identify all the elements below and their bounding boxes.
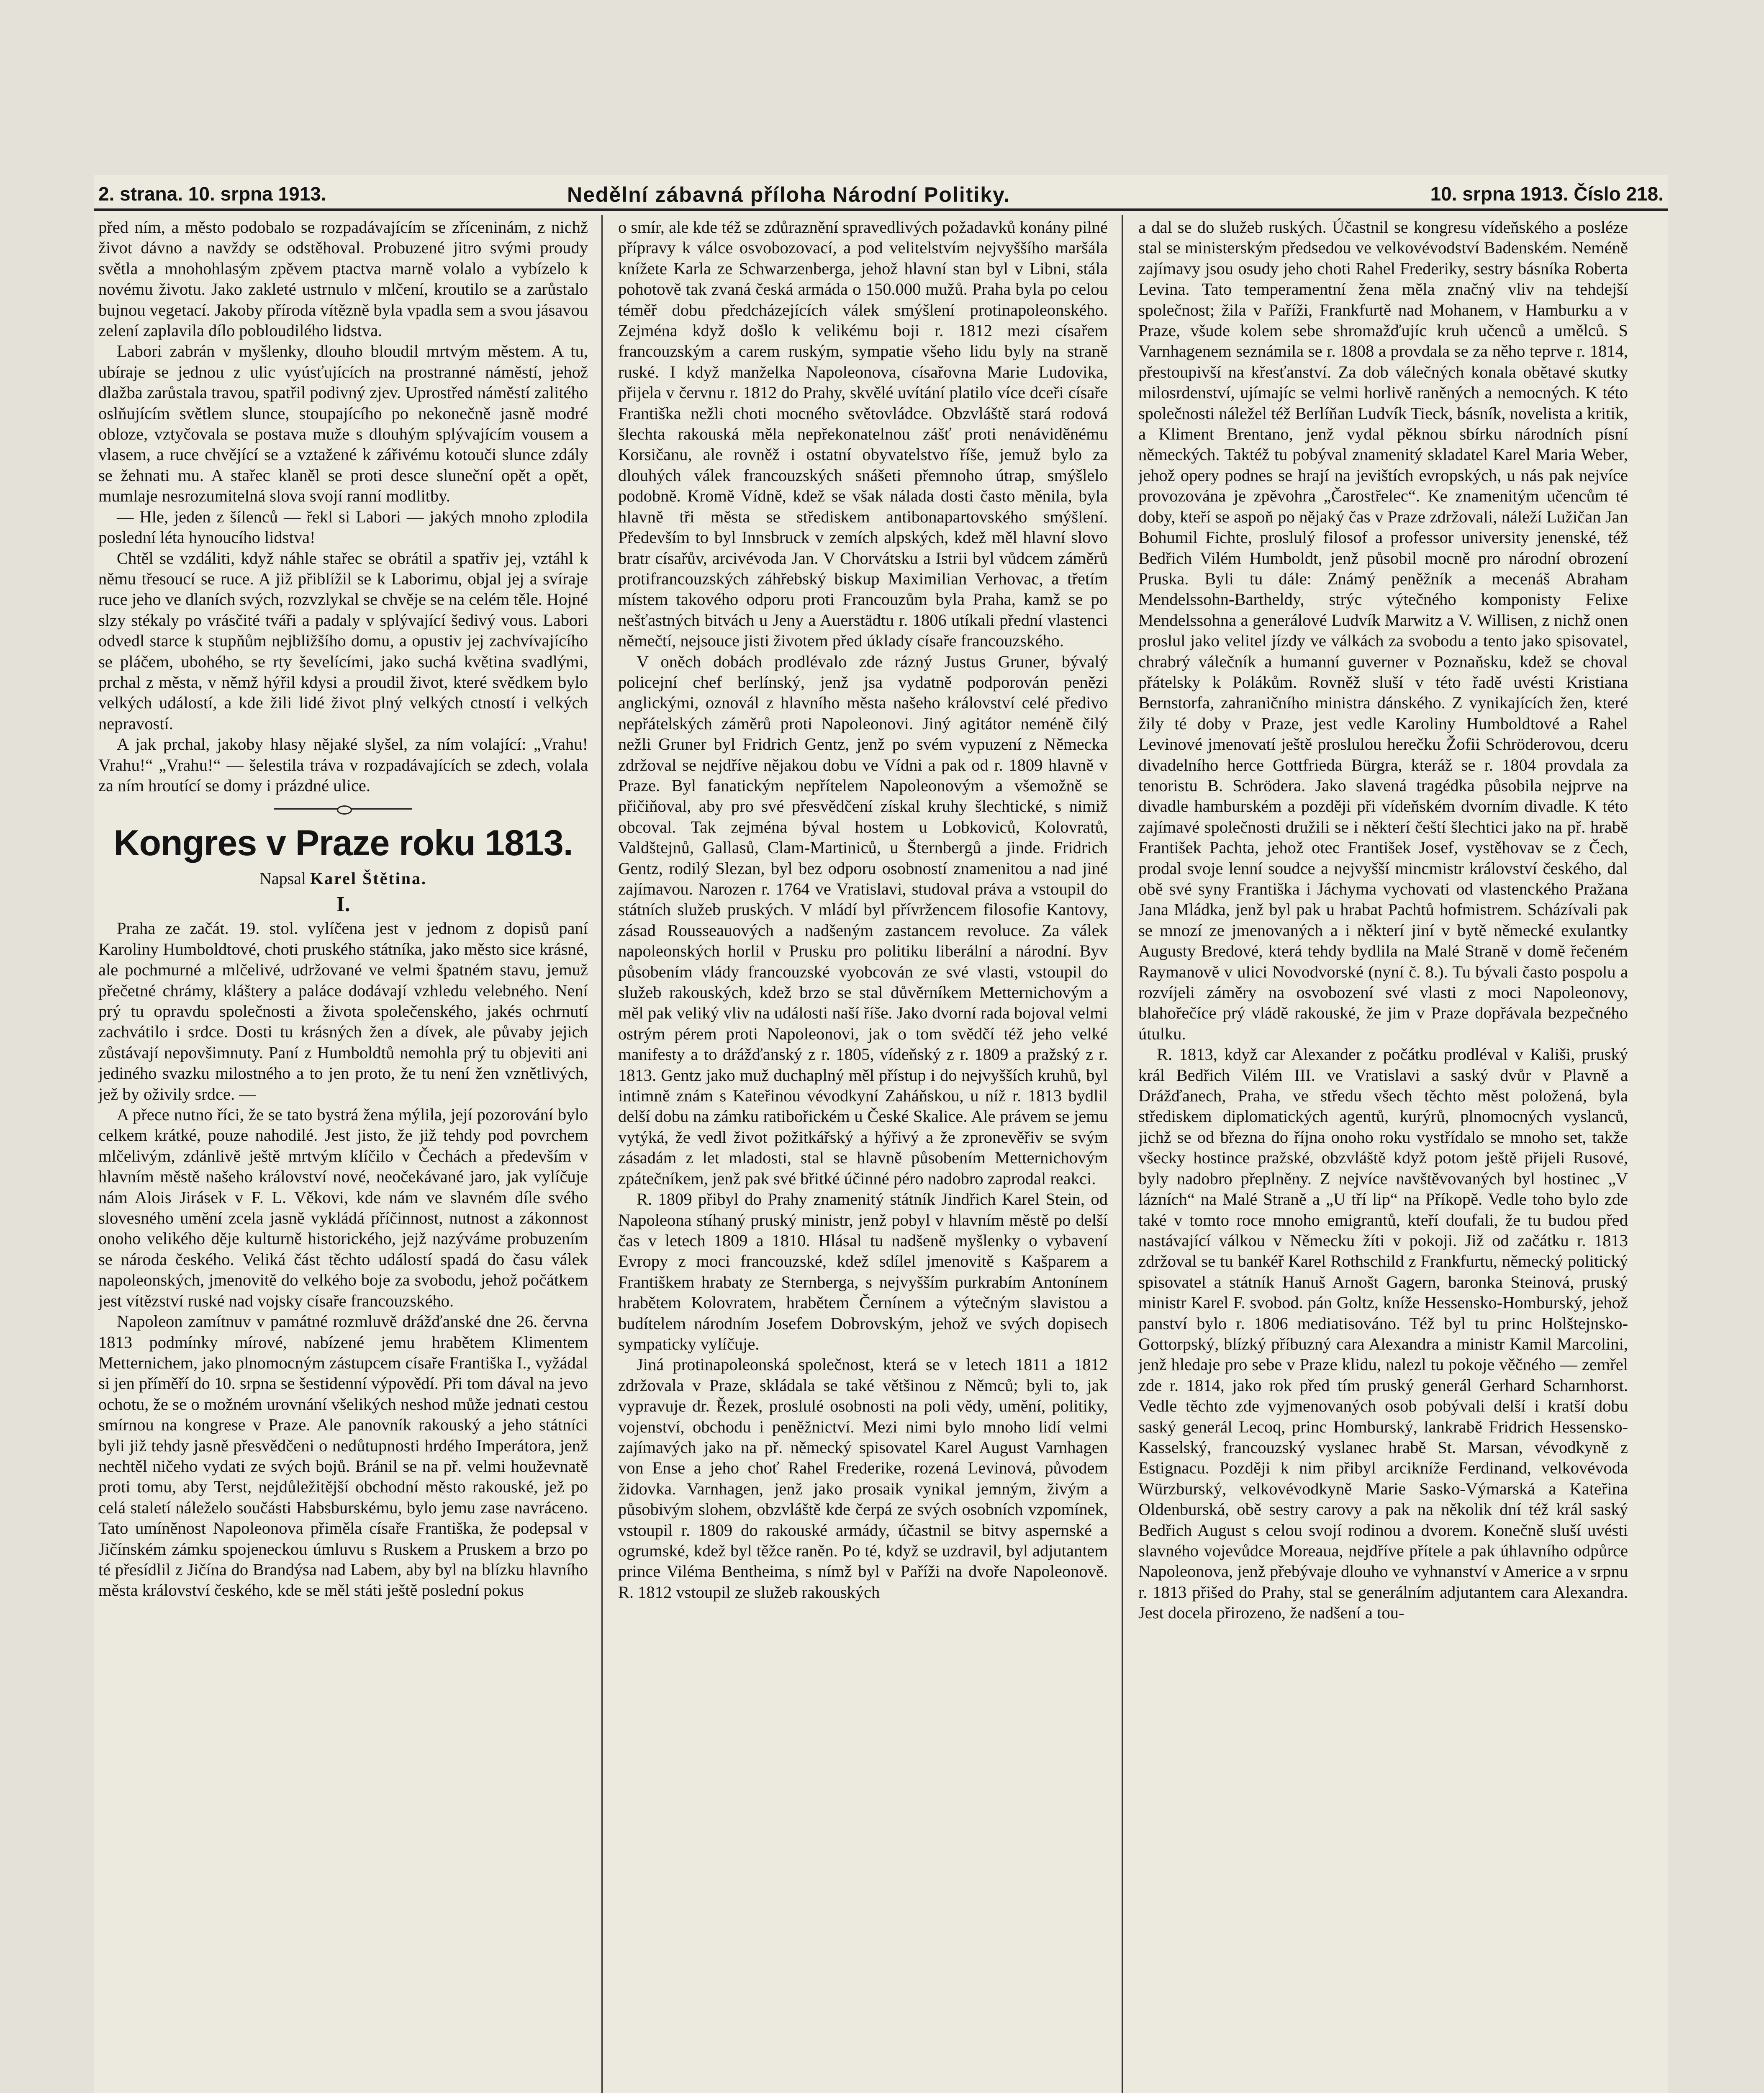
- story-paragraph: před ním, a město podobalo se rozpadávajícím se zříceninám, z nichž život dávno a navždy se odstěhoval. Probuzené jitro svými proudy světla a mnohohlasým zpěvem ptactva marně volalo a vybízelo k novému životu. Jako zakleté ustrnulo v mlčení, kroutilo se a zarůstalo bujnou vegetací. Jakoby příroda vítězně byla vpadla sem a svou jásavou zelení zaplavila dílo pobloudilého lidstva.: [98, 218, 588, 340]
- article-paragraph: Napoleon zamítnuv v památné rozmluvě drážďanské dne 26. června 1813 podmínky mírové, nabízené jemu hrabětem Klimentem Metternichem, jako plnomocným zástupcem císaře Františka I., vyžádal si jen příměří do 10. srpna se šestidenní výpovědí. Při tom dával na jevo ochotu, že se o možném urovnání všelikých neshod může jednati cestou smírnou na kongrese v Praze. Ale panovník rakouský a jeho státníci byli již tehdy jasně přesvědčeni o nedůtupnosti hrdého Imperátora, jenž nechtěl ničeho vydati ze svých bojů. Bránil se na př. velmi houževnatě proti tomu, aby Terst, nejdůležitější obchodní město rakouské, jež po celá staletí náleželo součásti Habsburskému, bylo jemu zase navráceno. Tato umíněnost Napoleonova přiměla císaře Františka, že podepsal v Jičínském zámku spojeneckou úmluvu s Ruskem a Pruskem a brzo po té přesídlil z Jičína do Brandýsa nad Labem, aby byl na blízku hlavního města království českého, kde se měl státi ještě poslední pokus: [98, 1312, 588, 1600]
- section-number: I.: [336, 892, 350, 917]
- article-title: Kongres v Praze roku 1813.: [113, 823, 573, 864]
- article-paragraph: R. 1813, když car Alexander z počátku prodléval v Kališi, pruský král Bedřich Vilém III. ve Vratislavi a saský dvůr v Plavně a Drážďanech, Praha, ve středu všech těchto měst položená, byla střediskem diplomatických agentů, kurýrů, plnomocných vyslanců, jichž se od března do října onoho roku vystřídalo se mnoho set, takže všecky hostince pražské, obzvláště když potom ještě přijeli Rusové, byly nadobro přeplněny. Z nejvíce navštěvovaných byl hostinec „V lázních“ na Malé Straně a „U tří lip“ na Příkopě. Vedle toho bylo zde také v tomto roce mnoho emigrantů, kteří doufali, že tu budou před nastávající válkou v Německu žíti v pokoji. Již od začátku r. 1813 zdržoval se tu bankéř Karel Rothschild z Frankfurtu, německý politický spisovatel a státník Hanuš Arnošt Gagern, baronka Steinová, pruský ministr Karel F. svobod. pán Goltz, kníže Hessensko-Homburský, jehož panství bylo r. 1806 mediatisováno. Též byl tu princ Holštejnsko-Gottorpský, blízký příbuzný cara Alexandra a ministr Kamil Marcolini, jenž hledaje pro sebe v Praze klidu, nalezl tu pokoje věčného — zemřel zde r. 1814, jako rok před tím pruský generál Gerhard Scharnhorst. Vedle těchto zde vyjmenovaných osob pobývali delší i kratší dobu saský generál Lecoq, princ Homburský, lankrabě Fridrich Hessensko-Kasselský, francouzský vyslanec hrabě St. Marsan, vévodkyně z Estignacu. Později k nim přibyl arcikníže Ferdinand, velkovévoda Würzburský, velkovévodkyně Marie Sasko-Výmarská a Kateřina Oldenburská, obě sestry carovy a pak na několik dní též král saský Bedřich August s celou svojí rodinou a dvorem. Konečně sluší uvésti slavného vojevůdce Moreaua, nejdříve přítele a pak úhlavního odpůrce Napoleonova, jenž přebývaje dlouho ve vyhnanství v Americe a v srpnu r. 1813 přišed do Prahy, stal se generálním adjutantem cara Alexandra. Jest docela přirozeno, že nadšení a tou-: [1138, 1045, 1628, 1622]
- column-3: [1138, 217, 1628, 2093]
- article-paragraph: V oněch dobách prodlévalo zde rázný Justus Gruner, bývalý policejní chef berlínský, jenž jsa vydatně podporován penězi anglickými, oznovál z hlavního města našeho království celé předivo nepřátelských záměrů proti Napoleonovi. Jiný agitátor neméně čilý nežli Gruner byl Fridrich Gentz, jenž po svém vypuzení z Německa zdržoval se nejdříve nějakou dobu ve Vídni a pak od r. 1809 hlavně v Praze. Byl fanatickým nepřítelem Napoleonovým a všemožně se přičiňoval, aby pro své přesvědčení získal kruhy šlechtické, s nimiž obcoval. Tak zejména býval hostem u Lobkoviců, Kolovratů, Valdštejnů, Gallasů, Clam-Martiniců, u Šternbergů a jinde. Fridrich Gentz, rodilý Slezan, byl bez odporu osobností znamenitou a nad jiné zajímavou. Narozen r. 1764 ve Vratislavi, studoval práva a vstoupil do státních služeb pruských. V mládí byl přívržencem filosofie Kantovy, zásad Rousseauových a nadšeným zastancem revoluce. Za válek napoleonských horlil v Prusku pro politiku liberální a národní. Byv působením vlády francouzské vyobcován ze své vlasti, vstoupil do služeb rakouských, kdež brzo se stal důvěrníkem Metternichovým a měl pak veliký vliv na události naší říše. Jako dvorní rada bojoval velmi ostrým pérem proti Napoleonovi, jak o tom svědčí též jeho velké manifesty a to drážďanský z r. 1805, vídeňský z r. 1809 a pražský z r. 1813. Gentz jako muž duchaplný měl přístup i do nejvyšších kruhů, byl intimně znám s Kateřinou vévodkyní Zaháňskou, u níž r. 1813 bydlil delší dobu na zámku ratibořickém u České Skalice. Ale právem se jemu vytýká, že vedl život požitkářský a hýřivý a že zpronevěřiv se svým zásadám z let mladosti, stal se hlavně působením Metternichovým zpátečníkem, jenž pak své břitké účinné péro nadobro zaprodal reakci.: [618, 652, 1108, 1188]
- column-2: [618, 217, 1108, 2093]
- story-paragraph: A jak prchal, jakoby hlasy nějaké slyšel, za ním volající: „Vrahu! Vrahu!“ „Vrahu!“ — šelestila tráva v rozpadávajících se zdech, volala za ním hroutící se domy i prázdné ulice.: [98, 735, 588, 795]
- byline: [98, 866, 588, 891]
- story-paragraph: — Hle, jeden z šílenců — řekl si Labori — jakých mnoho zplodila poslední léta hynoucího lidstva!: [98, 507, 588, 547]
- article-paragraph: Praha ze začát. 19. stol. vylíčena jest v jednom z dopisů paní Karoliny Humboldtové, choti pruského státníka, jako město sice krásné, ale pochmurné a mlčelivé, udržované ve velmi špatném stavu, jemuž přečetné chrámy, kláštery a paláce dodávají vzhledu velebného. Není prý tu opravdu společnosti a života společenského, jakés ochrnutí zachvátilo i srdce. Dosti tu krásných žen a dívek, ale půvaby jejich zůstávají nepovšimnuty. Paní z Humboldtů nemohla prý tu objeviti ani jediného svazku milostného a to jen proto, že tu není žen vznětlivých, jež by oživily srdce. —: [98, 919, 588, 1103]
- publication-title: Nedělní zábavná příloha Národní Politiky.: [567, 183, 1011, 206]
- byline-author: Karel Štětina.: [310, 869, 427, 888]
- column-rule: [1122, 215, 1123, 2093]
- page-number-date: 2. strana. 10. srpna 1913.: [98, 183, 326, 205]
- article-paragraph: o smír, ale kde též se zdůraznění spravedlivých požadavků konány pilné přípravy k válce osvobozovací, a pod velitelstvím nejvyššího maršála knížete Karla ze Schwarzenberga, jehož hlavní stan byl v Libni, stála pohotově tak zvaná česká armáda o 150.000 mužů. Praha byla po celou téměř dobu předcházejících válek smýšlení protinapoleonského. Zejména když došlo k velikému boji r. 1812 mezi císařem francouzským a carem ruským, sympatie všeho lidu byly na straně ruské. I když manželka Napoleonova, císařovna Marie Ludovika, přijela v červnu r. 1812 do Prahy, skvělé uvítání platilo více dceři císaře Františka nežli choti mocného světovládce. Obzvláště stará rodová šlechta rakouská měla nepřekonatelnou zášť proti nenáviděnému Korsičanu, ale rovněž i ostatní obyvatelstvo říše, jemuž bylo za dlouhých válek francouzských snášeti přemnoho útrap, smýšlelo podobně. Kromě Vídně, kdež se však nálada dosti často měnila, byla hlavně tři města se střediskem antibonapartovského smýšlení. Především to byl Innsbruck v zemích alpských, kdež měl hlavní slovo bratr císařův, arcivévoda Jan. V Chorvátsku a Istrii byl vůdcem záměrů protifrancouzských záhřebský biskup Maximilian Verhovac, a třetím místem takového odporu proti Francouzům byla Praha, kamž se po nešťastných bitvách u Jeny a Auerstädtu r. 1806 utíkali přední vlastenci němečtí, nejsouce jisti životem před úklady císaře francouzského.: [618, 218, 1108, 651]
- article-paragraph: A přece nutno říci, že se tato bystrá žena mýlila, její pozorování bylo celkem krátké, pouze nahodilé. Jest jisto, že již tehdy pod povrchem mlčelivým, zdánlivě ještě mrtvým klíčilo v Čechách a především v hlavním městě našeho království nové, neočekávané jaro, jak vylíčuje nám Alois Jirásek v F. L. Věkovi, kde nám ve slavném díle svého slovesného umění zcela jasně vykládá příčinnost, nutnost a zákonnost onoho velikého děje kulturně historického, jejž nazýváme probuzením se národa českého. Veliká část těchto událostí spadá do času válek napoleonských, jmenovitě do velkého boje za svobodu, jehož počátkem jest vítězství ruské nad vojsky císaře francouzského.: [98, 1105, 588, 1310]
- issue-date-number: 10. srpna 1913. Číslo 218.: [1430, 183, 1664, 205]
- article-paragraph: Jiná protinapoleonská společnost, která se v letech 1811 a 1812 zdržovala v Praze, skládala se také většinou z Němců; byli to, jak vypravuje dr. Řezek, proslulé osobnosti na poli vědy, umění, politiky, vojenství, obchodu i peněžnictví. Mezi nimi bylo mnoho lidí velmi zajímavých jako na př. německý spisovatel Karel August Varnhagen von Ense a jeho choť Rahel Frederike, rozená Levinová, původem židovka. Varnhagen, jenž jako prosaik vynikal jemným, živým a působivým slohem, obzvláště kde čerpá ze svých osobních vzpomínek, vstoupil r. 1809 do rakouské armády, účastnil se bitvy aspernské a ogrumské, kdež byl těžce raněn. Po té, když se uzdravil, byl adjutantem prince Viléma Bentheima, s nímž byl v Paříži na dvoře Napoleonově. R. 1812 vstoupil ze služeb rakouských: [618, 1355, 1108, 1602]
- ornamental-divider: [98, 800, 588, 818]
- story-paragraph: Chtěl se vzdáliti, když náhle stařec se obrátil a spatřiv jej, vztáhl k němu třesoucí se ruce. A již přiblížil se k Laborimu, objal jej a svíraje ruce jeho ve dlaních svých, rozvzlykal se chvěje se na celém těle. Hojné slzy stékaly po vrásčité tváři a padaly v splývající šedivý vous. Labori odvedl starce k stupňům nejbližšího domu, a opustiv jej zachvívajícího se pláčem, ubohého, se rty ševelícími, jako suchá květina svadlými, prchal z města, v němž hýřil kdysi a proudil život, které svědkem bylo velkých událostí, a kde žili lidé život plný velkých ctností i velkých nepravostí.: [98, 548, 588, 733]
- column-1: [98, 217, 588, 2093]
- byline-prefix: Napsal: [259, 869, 306, 888]
- story-paragraph: Labori zabrán v myšlenky, dlouho bloudil mrtvým městem. A tu, ubíraje se jednou z ulic vyúsťujících na prostranné náměstí, jehož dlažba zarůstala travou, spatřil podivný zjev. Uprostřed náměstí zalitého oslňujícím světlem slunce, stoupajícího po nekonečně jasně modré obloze, vztyčovala se postava muže s dlouhým splývajícím vousem a vlasem, a ruce chvějící se a vztažené k zářivému kotouči slunce zdály se žehnati mu. A stařec klaněl se proti desce sluneční opět a opět, mumlaje nesrozumitelná slova svojí ranní modlitby.: [98, 342, 588, 506]
- column-rule: [601, 215, 603, 2093]
- newspaper-page: [94, 175, 1668, 2093]
- article-paragraph: a dal se do služeb ruských. Účastnil se kongresu vídeňského a posléze stal se ministerským předsedou ve velkovévodství Badenském. Neméně zajímavy jsou osudy jeho choti Rahel Frederiky, sestry básníka Roberta Levina. Tato temperamentní žena měla značný vliv na tehdejší společnost; žila v Paříži, Frankfurtě nad Mohanem, v Hamburku a v Praze, všude kolem sebe shromažďujíc kruh učenců a umělců. S Varnhagenem seznámila se r. 1808 a provdala se za něho teprve r. 1814, přestoupivší na křesťanství. Za dob válečných konala obětavé skutky milosrdenství, ujímajíc se velmi horlivě raněných a nemocných. K této společnosti náležel též Berlíňan Ludvík Tieck, básník, novelista a kritik, a Kliment Brentano, jenž vydal pěknou sbírku národních písní německých. Taktéž tu pobýval znamenitý skladatel Karel Maria Weber, jehož opery podnes se hrají na jevištích evropských, u nás pak nejvíce provozována je zpěvohra „Čarostřelec“. Ke znamenitým učencům té doby, kteří se aspoň po nějaký čas v Praze zdržovali, náleží Lužičan Jan Bohumil Fichte, proslulý filosof a professor university jenenské, též Bedřich Vilém Humboldt, jenž působil mocně pro národní obrození Pruska. Byli tu dále: Známý peněžník a mecenáš Abraham Mendelssohn-Bartheldy, strýc výtečného komponisty Felixe Mendelssohna a generálové Ludvík Marwitz a V. Willisen, z nichž onen proslul jako velitel jízdy ve válkách za svobodu a tento jako spisovatel, chrabrý válečník a humanní guverner v Poznaňsku, kdež se choval přátelsky k Polákům. Rovněž sluší v této řadě uvésti Kristiana Bernstorfa, zahraničního ministra dánského. Z vynikajících žen, které žily té doby v Praze, jest vedle Karoliny Humboldtové a Rahel Levinové jmenovatí ještě proslulou herečku Žofii Schröderovou, dceru divadelního herce Gottfrieda Bürgra, kteráž se r. 1804 provdala za tenoristu B. Schrödera. Jako slavená tragédka působila nejprve na divadle hamburském a později při vídeňském dvorním divadle. K této zajímavé společnosti družili se i některí čeští šlechtici jako na př. hrabě František Pachta, jehož otec František Josef, vystěhovav se z Čech, prodal svoje lenní soudce a nejvyšší mincmistr království českého, dal obě své syny Františka i Jáchyma vychovati od vlastenckého Pražana Jana Mládka, jenž byl pak u hrabat Pachtů hofmistrem. Scházívali pak se mnozí ze jmenovaných a i některí jiní v bytě německé exulantky Augusty Bredové, která tehdy bydlila na Malé Straně v domě řečeném Raymanově v ulici Novodvorské (nyní č. 8.). Tu bývali často pospolu a rozvíjeli záměry na osvobození své vlasti z moci Napoleonovy, blahořečíce prý vládě rakouské, že jim v Praze dopřávala bezpečného útulku.: [1138, 218, 1628, 1043]
- page-header: [94, 175, 1668, 211]
- article-paragraph: R. 1809 přibyl do Prahy znamenitý státník Jindřich Karel Stein, od Napoleona stíhaný pruský ministr, jenž pobyl v hlavním městě po delší čas v letech 1809 a 1810. Hlásal tu nadšeně myšlenky o vybavení Evropy z moci francouzské, kdež sdílel jmenovitě s Kašparem a Františkem hrabaty ze Sternberga, s nejvyšším purkrabím Antonínem hrabětem Kolovratem, hrabětem Černínem a výtečným slavistou a budítelem národním Josefem Dobrovským, jehož ve svých dopisech sympaticky vylíčuje.: [618, 1190, 1108, 1353]
